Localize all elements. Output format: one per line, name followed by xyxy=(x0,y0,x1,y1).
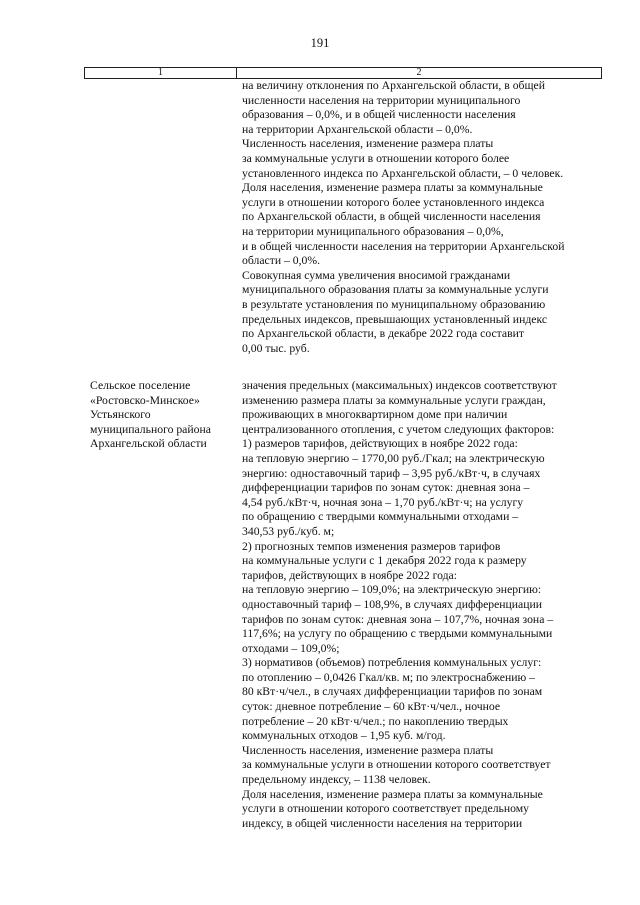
text-line: 80 кВт·ч/чел., в случаях дифференциации тарифов по зонам xyxy=(242,685,543,699)
text-line: предельному индексу, – 1138 человек. xyxy=(242,773,431,787)
text-line: по Архангельской области, в общей численности населения xyxy=(242,210,541,224)
text-line: Совокупная сумма увеличения вносимой гражданами xyxy=(242,268,511,282)
block2-description xyxy=(242,379,604,831)
text-line: Доля населения, изменение размера платы за коммунальные xyxy=(242,181,543,195)
text-line: коммунальных отходов – 1,95 куб. м/год. xyxy=(242,729,446,743)
municipality-line: «Ростовско-Минское» xyxy=(90,393,200,407)
text-line: тарифов по зонам суток: дневная зона – 107,7%, ночная зона – xyxy=(242,612,554,626)
text-line: по обращению с твердыми коммунальными отходами – xyxy=(242,510,519,524)
text-line: на величину отклонения по Архангельской области, в общей xyxy=(242,79,545,92)
text-line: дифференциации тарифов по зонам суток: дневная зона – xyxy=(242,481,530,495)
text-line: проживающих в многоквартирном доме при наличии xyxy=(242,408,508,422)
text-line: энергию: одноставочный тариф – 3,95 руб./кВт·ч, в случаях xyxy=(242,466,541,480)
text-line: образования – 0,0%, и в общей численности населения xyxy=(242,108,516,122)
text-line: на коммунальные услуги с 1 декабря 2022 года к размеру xyxy=(242,554,527,568)
text-line: Численность населения, изменение размера платы xyxy=(242,743,494,757)
text-line: потребление – 20 кВт·ч/чел.; по накоплению твердых xyxy=(242,714,509,728)
text-line: одноставочный тариф – 108,9%, в случаях дифференциации xyxy=(242,597,543,611)
text-line: 340,53 руб./куб. м; xyxy=(242,524,335,538)
text-line: 0,00 тыс. руб. xyxy=(242,341,310,355)
table-header-col-2: 2 xyxy=(416,67,422,78)
text-line: 117,6%; на услугу по обращению с твердыми коммунальными xyxy=(242,627,553,641)
text-line: Доля населения, изменение размера платы за коммунальные xyxy=(242,787,543,801)
text-line: значения предельных (максимальных) индексов соответствуют xyxy=(242,379,557,392)
text-line: за коммунальные услуги в отношении которого соответствует xyxy=(242,758,551,772)
text-line: установленного индекса по Архангельской области, – 0 человек. xyxy=(242,166,564,180)
text-line: за коммунальные услуги в отношении которого более xyxy=(242,151,510,165)
text-line: численности населения на территории муниципального xyxy=(242,93,521,107)
municipality-line: Архангельской области xyxy=(90,437,207,451)
text-line: на территории муниципального образования – 0,0%, xyxy=(242,224,504,238)
text-line: муниципального образования платы за коммунальные услуги xyxy=(242,283,549,297)
page-number: 191 xyxy=(310,36,330,50)
text-line: изменению размера платы за коммунальные услуги граждан, xyxy=(242,393,546,407)
text-line: Численность населения, изменение размера платы xyxy=(242,137,494,151)
text-line: по отоплению – 0,0426 Гкал/кв. м; по электроснабжению – xyxy=(242,670,536,684)
text-line: 2) прогнозных темпов изменения размеров тарифов xyxy=(242,539,501,553)
text-line: централизованного отопления, с учетом следующих факторов: xyxy=(242,422,555,436)
text-line: отходами – 109,0%; xyxy=(242,641,340,655)
text-line: на тепловую энергию – 109,0%; на электрическую энергию: xyxy=(242,583,542,597)
text-line: тарифов, действующих в ноябре 2022 года: xyxy=(242,568,457,582)
municipality-line: Устьянского xyxy=(90,408,151,422)
text-line: услуги в отношении которого более установленного индекса xyxy=(242,195,545,209)
table-header-col-1: 1 xyxy=(85,68,237,78)
block1-description xyxy=(242,79,604,356)
text-line: услуги в отношении которого соответствует предельному xyxy=(242,802,529,816)
text-line: в результате установления по муниципальному образованию xyxy=(242,297,546,311)
text-line: на территории Архангельской области – 0,0%. xyxy=(242,122,473,136)
block2-municipality-name xyxy=(90,379,240,452)
text-line: 3) нормативов (объемов) потребления коммунальных услуг: xyxy=(242,656,542,670)
municipality-line: муниципального района xyxy=(90,422,211,436)
text-line: по Архангельской области, в декабре 2022 года составит xyxy=(242,327,524,341)
text-line: на тепловую энергию – 1770,00 руб./Гкал; на электрическую xyxy=(242,451,545,465)
text-line: индексу, в общей численности населения на территории xyxy=(242,816,523,830)
text-line: предельных индексов, превышающих установленный индекс xyxy=(242,312,548,326)
text-line: 4,54 руб./кВт·ч, ночная зона – 1,70 руб./кВт·ч; на услугу xyxy=(242,495,524,509)
table-header-row xyxy=(84,67,602,79)
text-line: суток: дневное потребление – 60 кВт·ч/чел., ночное xyxy=(242,700,501,714)
text-line: области – 0,0%. xyxy=(242,254,321,268)
text-line: 1) размеров тарифов, действующих в ноябре 2022 года: xyxy=(242,437,518,451)
municipality-line: Сельское поселение xyxy=(90,379,191,392)
text-line: и в общей численности населения на территории Архангельской xyxy=(242,239,565,253)
